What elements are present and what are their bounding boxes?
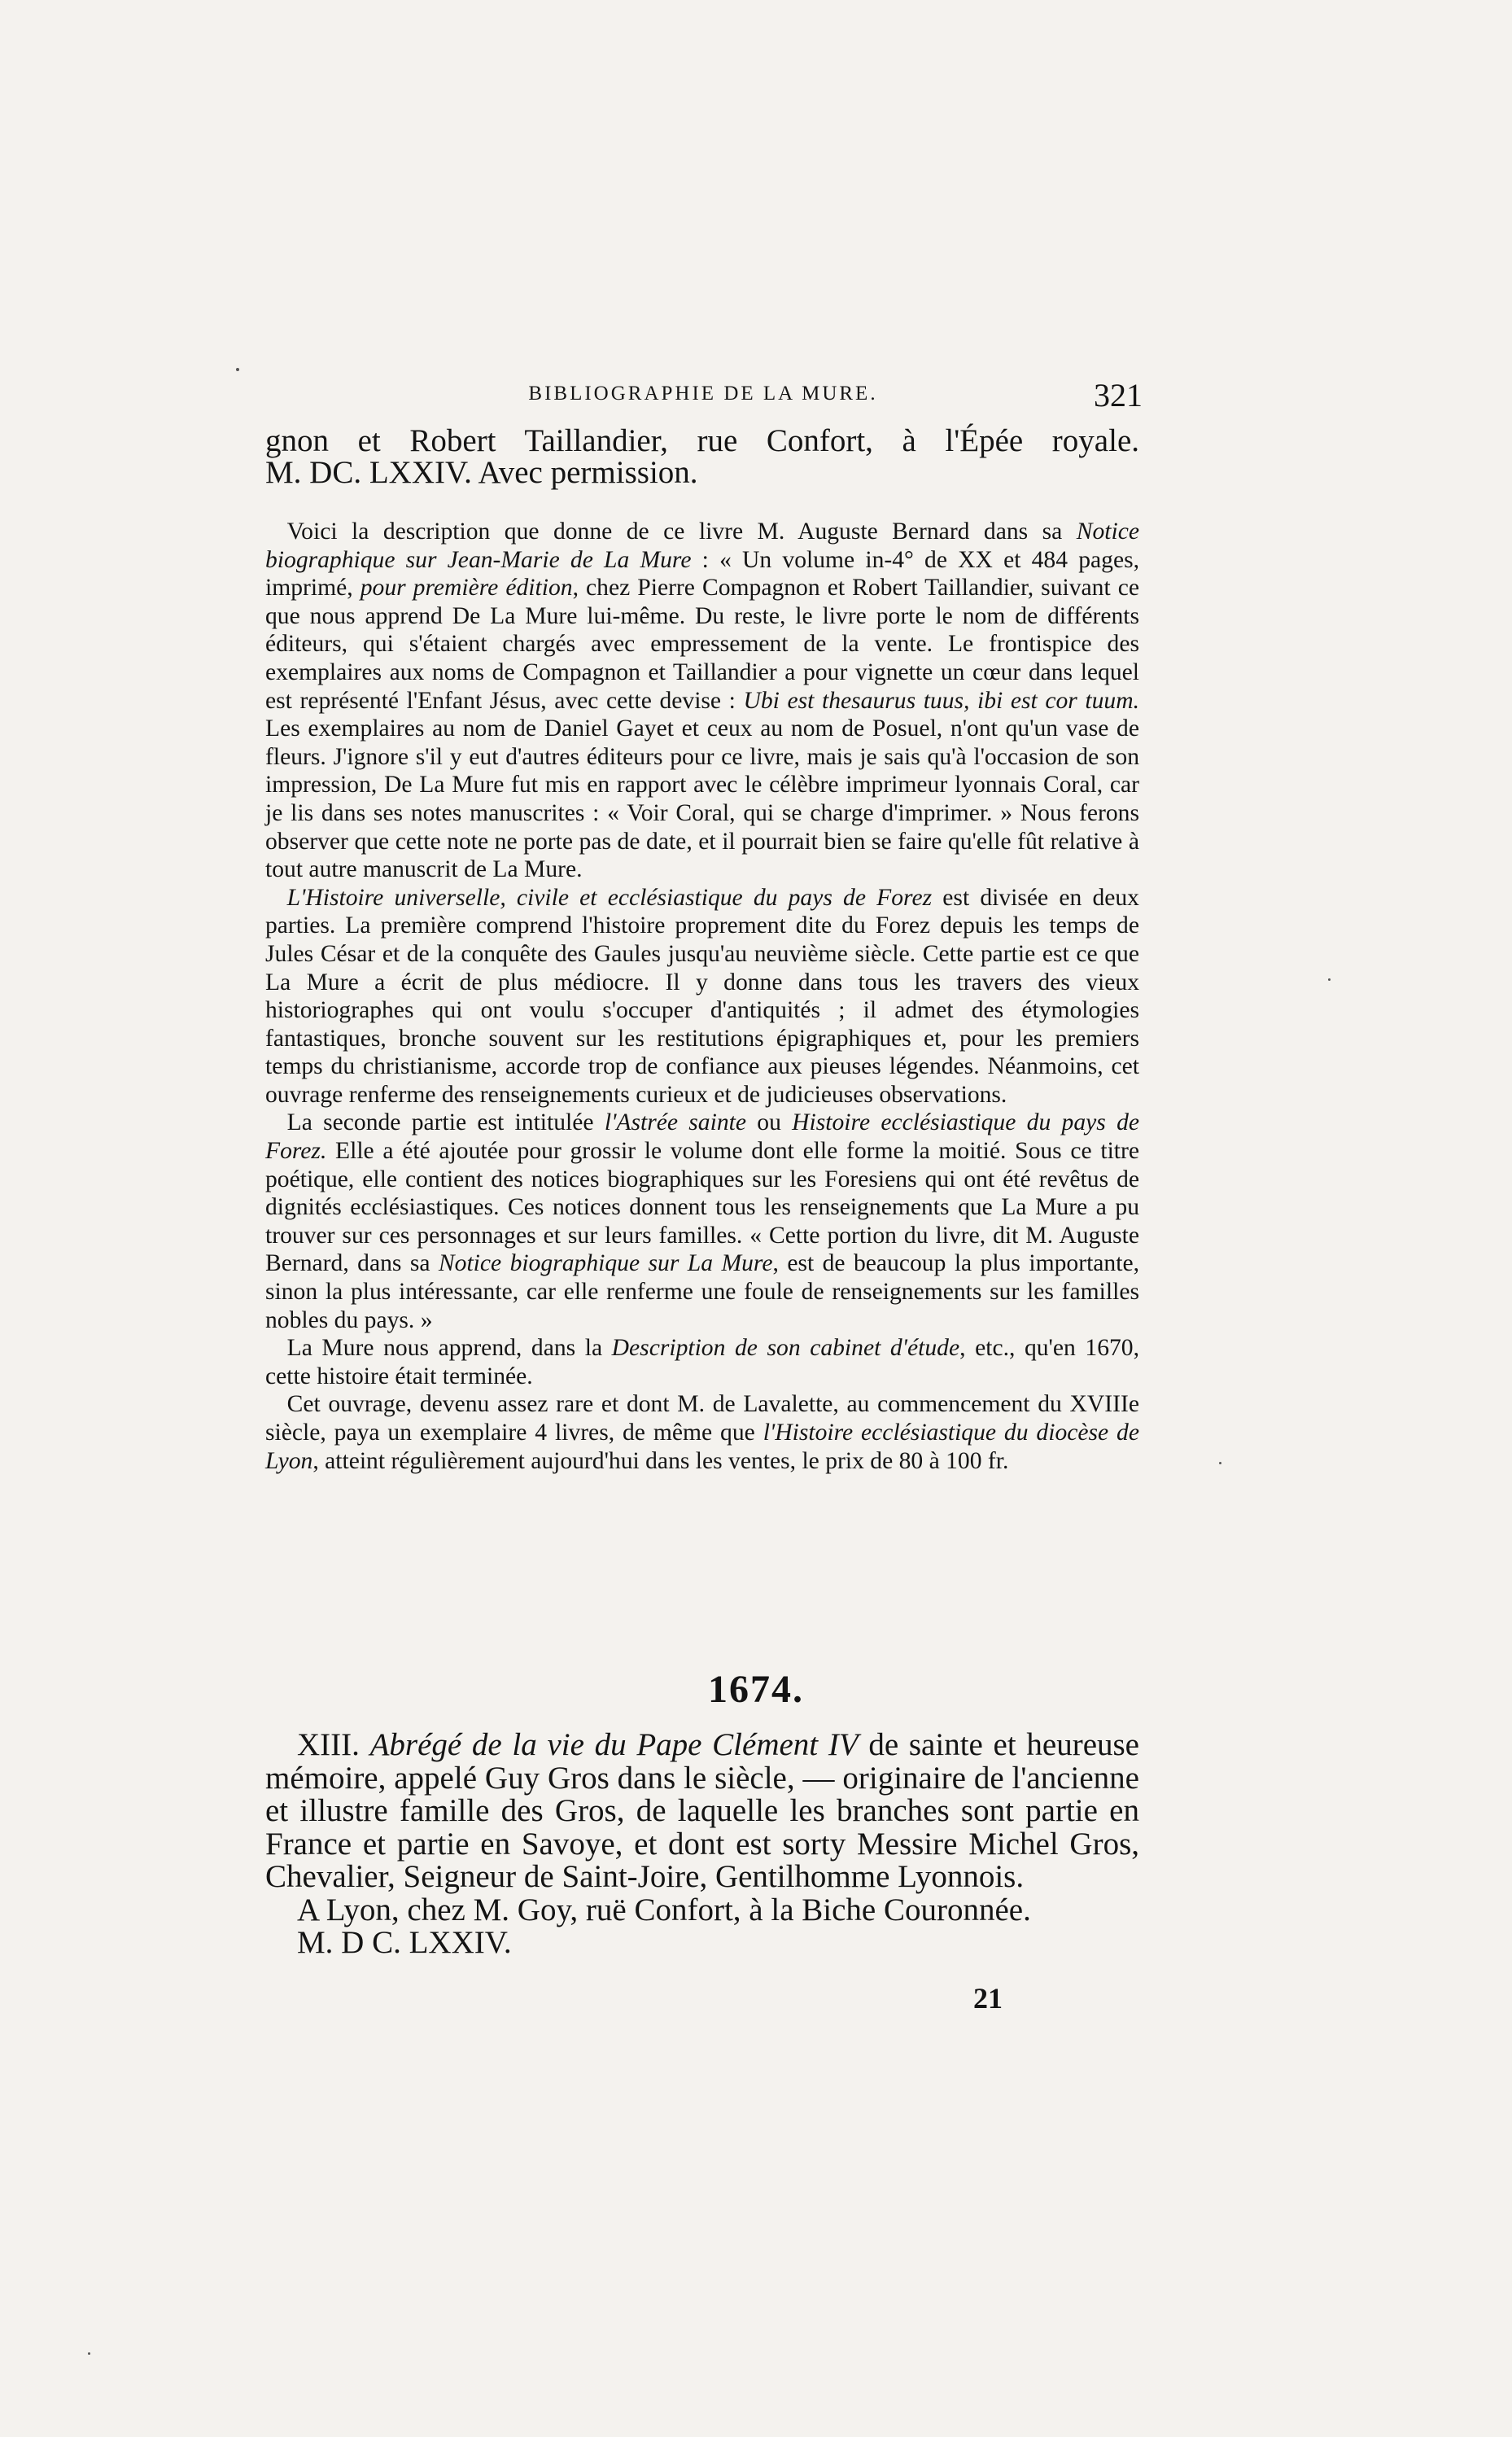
bibliographic-entry xyxy=(265,1729,1139,1960)
paper-speck xyxy=(236,368,239,371)
continued-imprint xyxy=(265,425,1139,488)
signature-mark: 21 xyxy=(973,1982,1003,2015)
running-title: BIBLIOGRAPHIE DE LA MURE. xyxy=(528,383,878,405)
imprint-line-2: M. DC. LXXIV. Avec permission. xyxy=(265,455,698,490)
paragraph-description-cabinet: La Mure nous apprend, dans la Description de son cabinet d'étude, etc., qu'en 1670, cette histoire était terminée. xyxy=(265,1335,1139,1389)
paper-speck xyxy=(1219,1462,1221,1464)
paper-speck xyxy=(88,2352,90,2355)
paragraph-seconde-partie: La seconde partie est intitulée l'Astrée sainte ou Histoire ecclésiastique du pays de Forez. Elle a été ajoutée pour grossir le volume dont elle forme la moitié. Sous ce titre poétique, elle contient des notices biographiques sur les Foresiens qui ont été revêtus de dignités ecclésiastiques. Ces notices donnent tous les renseignements que La Mure a pu trouver sur ces personnages et sur leurs familles. « Cette portion du livre, dit M. Auguste Bernard, dans sa Notice biographique sur La Mure, est de beaucoup la plus importante, sinon la plus intéressante, car elle renferme une foule de renseignements sur les familles nobles du pays. » xyxy=(265,1109,1140,1333)
year-heading: 1674. xyxy=(708,1668,804,1711)
imprint-line-1: gnon et Robert Taillandier, rue Confort, à l'Épée royale. xyxy=(265,423,1139,458)
running-head xyxy=(264,376,1143,417)
paper-speck xyxy=(1328,978,1331,981)
page-number: 321 xyxy=(1094,377,1143,413)
paragraph-description: Voici la description que donne de ce livre M. Auguste Bernard dans sa Notice biographique sur Jean-Marie de La Mure : « Un volume in-4° de XX et 484 pages, imprimé, pour première édition, chez Pierre Compagnon et Robert Taillandier, suivant ce que nous apprend De La Mure lui-même. Du reste, le livre porte le nom de différents éditeurs, qui s'étaient chargés avec empressement de la vente. Le frontispice des exemplaires aux noms de Compagnon et Taillandier a pour vignette un cœur dans lequel est représenté l'Enfant Jésus, avec cette devise : Ubi est thesaurus tuus, ibi est cor tuum. Les exemplaires au nom de Daniel Gayet et ceux au nom de Posuel, n'ont qu'un vase de fleurs. J'ignore s'il y eut d'autres éditeurs pour ce livre, mais je sais qu'à l'occasion de son impression, De La Mure fut mis en rapport avec le célèbre imprimeur lyonnais Coral, car je lis dans ses notes manuscrites : « Voir Coral, qui se charge d'imprimer. » Nous ferons observer que cette note ne porte pas de date, et il pourrait bien se faire qu'elle fût relative à tout autre manuscrit de La Mure. xyxy=(265,518,1140,883)
paragraph-histoire: L'Histoire universelle, civile et ecclésiastique du pays de Forez est divisée en deux parties. La première comprend l'histoire proprement dite du Forez depuis les temps de Jules César et de la conquête des Gaules jusqu'au neuvième siècle. Cette partie est ce que La Mure a écrit de plus médiocre. Il y donne dans tous les travers des vieux historiographes qui ont voulu s'occuper d'antiquités ; il admet des étymologies fantastiques, bronche souvent sur les restitutions épigraphiques et, pour les premiers temps du christianisme, accorde trop de confiance aux pieuses légendes. Néanmoins, cet ouvrage renferme des renseignements curieux et de judicieuses observations. xyxy=(265,884,1139,1108)
entry-imprint: A Lyon, chez M. Goy, ruë Confort, à la Biche Couronnée. xyxy=(297,1892,1031,1927)
commentary xyxy=(265,518,1139,1475)
paragraph-prix: Cet ouvrage, devenu assez rare et dont M. de Lavalette, au commencement du XVIIIe siècle, paya un exemplaire 4 livres, de même que l'Histoire ecclésiastique du diocèse de Lyon, atteint régulièrement aujourd'hui dans les ventes, le prix de 80 à 100 fr. xyxy=(265,1391,1139,1474)
entry-date: M. D C. LXXIV. xyxy=(297,1925,512,1960)
entry-title: XIII. Abrégé de la vie du Pape Clément IV de sainte et heureuse mémoire, appelé Guy Gros dans le siècle, — originaire de l'ancienne et illustre famille des Gros, de laquelle les branches sont partie en France et partie en Savoye, et dont est sorty Messire Michel Gros, Chevalier, Seigneur de Saint-Joire, Gentilhomme Lyonnois. xyxy=(265,1727,1139,1894)
